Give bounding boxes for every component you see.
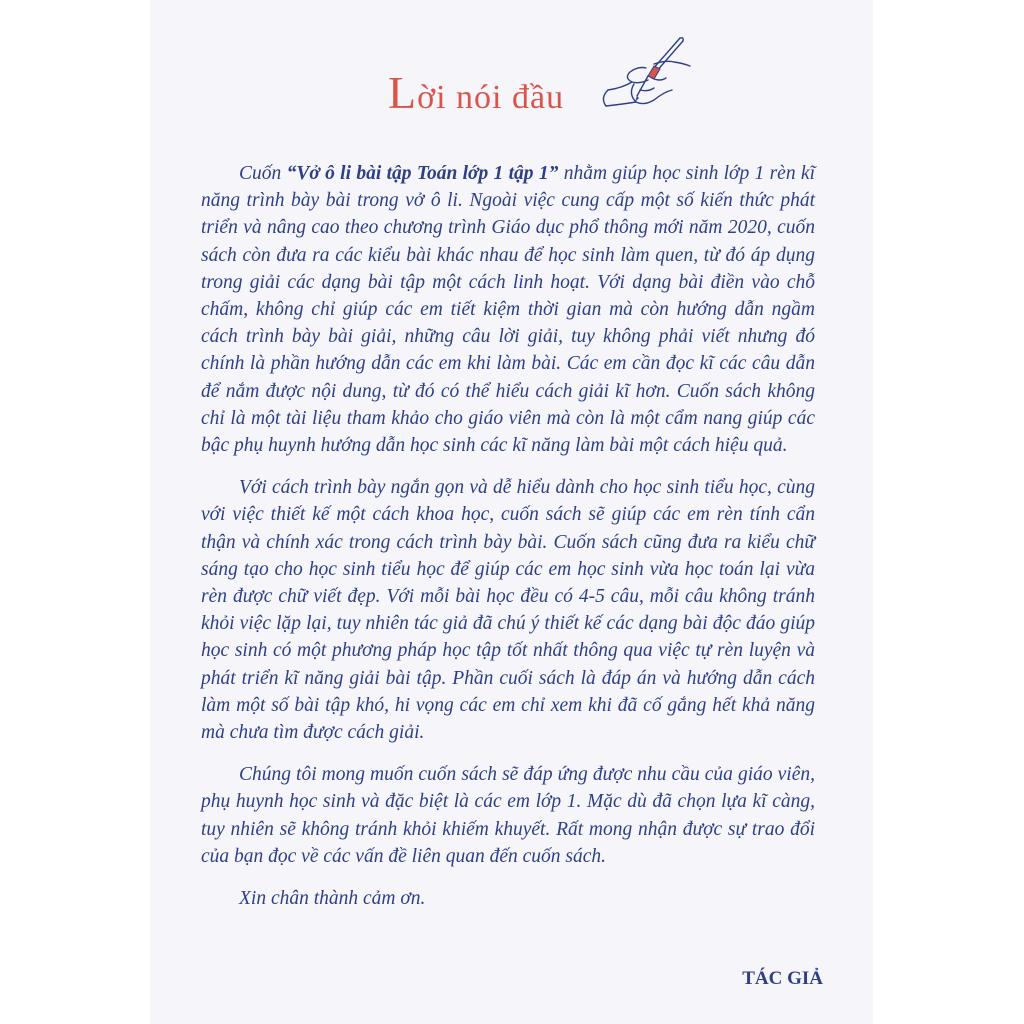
preface-text: [201, 160, 815, 927]
paragraph-1-intro: Cuốn: [239, 163, 287, 184]
title-initial: L: [388, 67, 418, 118]
paragraph-2: Với cách trình bày ngắn gọn và dễ hiểu dành cho học sinh tiểu học, cùng với việc thiết kế một cách khoa học, cuốn sách sẽ giúp các em rèn tính cẩn thận và chính xác trong cách trình bày bài. Cuốn sách cũng đưa ra kiểu chữ sáng tạo cho học sinh tiểu học để giúp các em học sinh vừa học toán lại vừa rèn được chữ viết đẹp. Với mỗi bài học đều có 4-5 câu, mỗi câu không tránh khỏi việc lặp lại, tuy nhiên tác giả đã chú ý thiết kế các dạng bài độc đáo giúp học sinh có một phương pháp học tập tốt nhất thông qua việc tự rèn luyện và phát triển kĩ năng giải bài tập. Phần cuối sách là đáp án và hướng dẫn cách làm một số bài tập khó, hi vọng các em chỉ xem khi đã cố gắng hết khả năng mà chưa tìm được cách giải.: [201, 477, 815, 744]
book-title-quote: “Vở ô li bài tập Toán lớp 1 tập 1”: [286, 163, 559, 184]
closing-line: Xin chân thành cảm ơn.: [239, 888, 426, 910]
page-title: [388, 66, 564, 119]
paragraph-1-body: nhằm giúp học sinh lớp 1 rèn kĩ năng trình bày bài trong vở ô li. Ngoài việc cung cấp một số kiến thức phát triển và nâng cao theo chương trình Giáo dục phổ thông mới năm 2020, cuốn sách còn đưa ra các kiểu bài khác nhau để học sinh làm quen, từ đó áp dụng trong giải các dạng bài tập một cách linh hoạt. Với dạng bài điền vào chỗ chấm, không chỉ giúp các em tiết kiệm thời gian mà còn hướng dẫn ngầm cách trình bày bài giải, những câu lời giải, tuy không phải viết nhưng đó chính là phần hướng dẫn các em khi làm bài. Các em cần đọc kĩ các câu dẫn để nắm được nội dung, từ đó có thể hiểu cách giải kĩ hơn. Cuốn sách không chỉ là một tài liệu tham khảo cho giáo viên mà còn là một cẩm nang giúp các bậc phụ huynh hướng dẫn học sinh các kĩ năng làm bài một cách hiệu quả.: [201, 163, 815, 457]
title-rest: ời nói đầu: [417, 79, 565, 116]
author-signature: TÁC GIẢ: [742, 968, 823, 989]
paragraph-3: Chúng tôi mong muốn cuốn sách sẽ đáp ứng được nhu cầu của giáo viên, phụ huynh học sinh và đặc biệt là các em lớp 1. Mặc dù đã chọn lựa kĩ càng, tuy nhiên sẽ không tránh khỏi khiếm khuyết. Rất mong nhận được sự trao đổi của bạn đọc về các vấn đề liên quan đến cuốn sách.: [201, 764, 815, 867]
pen-in-hand-icon: [594, 32, 694, 112]
paragraph-1: [201, 160, 815, 459]
book-page: [150, 0, 873, 1024]
